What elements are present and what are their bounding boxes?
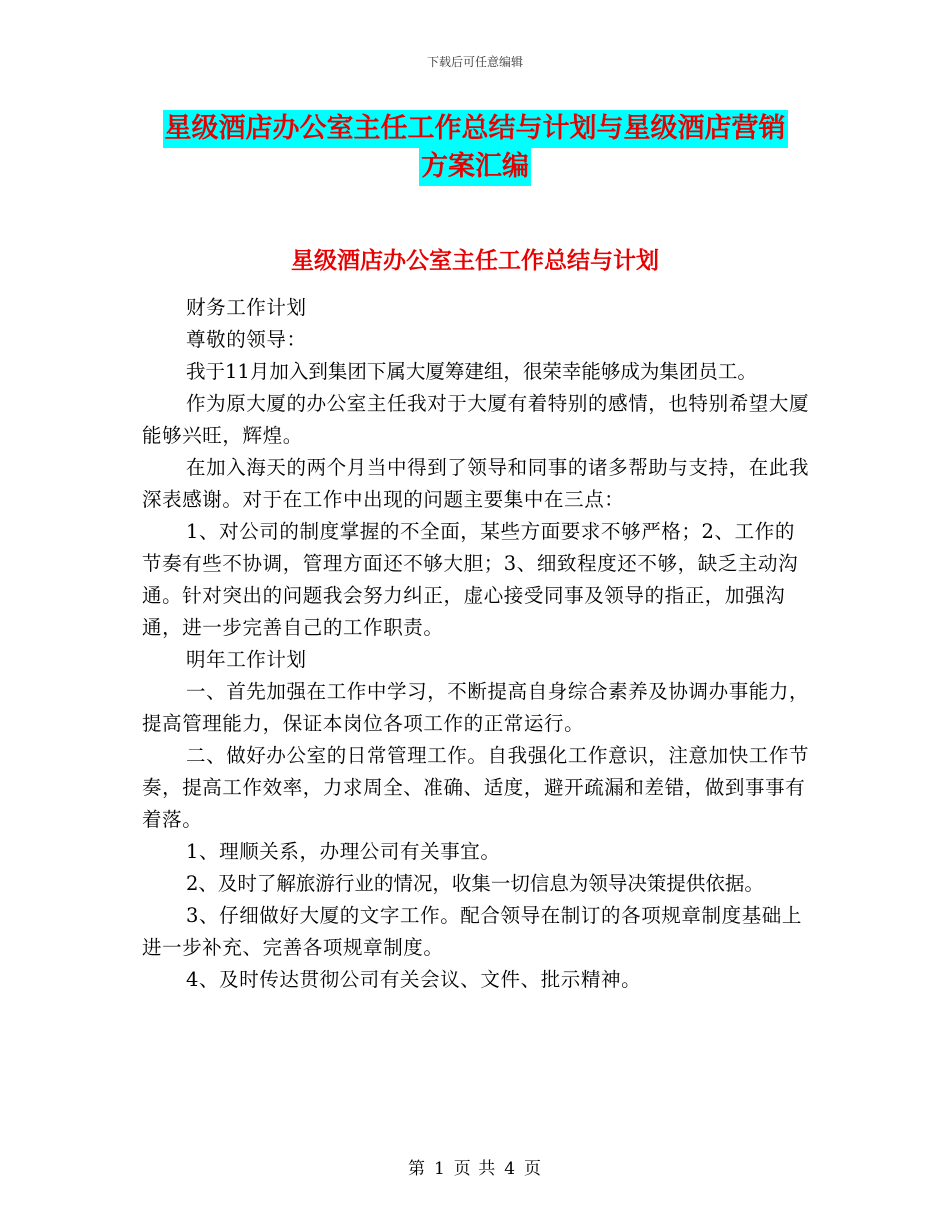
footer-prefix: 第	[407, 1159, 426, 1179]
paragraph: 1、理顺关系，办理公司有关事宜。	[186, 840, 501, 863]
paragraph: 2、及时了解旅游行业的情况，收集一切信息为领导决策提供依据。	[186, 872, 764, 895]
footer-middle: 页 共	[453, 1159, 497, 1179]
header-note: 下载后可任意编辑	[426, 55, 523, 69]
footer-suffix: 页	[524, 1159, 543, 1179]
document-body	[142, 292, 810, 996]
section-title: 星级酒店办公室主任工作总结与计划	[291, 248, 659, 274]
paragraph: 一、首先加强在工作中学习，不断提高自身综合素养及协调办事能力，提高管理能力，保证本岗位各项工作的正常运行。	[142, 680, 810, 735]
title-line-1: 星级酒店办公室主任工作总结与计划与星级酒店营销	[163, 110, 788, 148]
document-title	[0, 110, 950, 186]
paragraph: 二、做好办公室的日常管理工作。自我强化工作意识，注意加快工作节奏，提高工作效率，力求周全、准确、适度，避开疏漏和差错，做到事事有着落。	[142, 744, 810, 831]
paragraph: 作为原大厦的办公室主任我对于大厦有着特别的感情，也特别希望大厦能够兴旺，辉煌。	[142, 392, 810, 447]
paragraph: 1、对公司的制度掌握的不全面，某些方面要求不够严格；2、工作的节奏有些不协调，管理方面还不够大胆；3、细致程度还不够，缺乏主动沟通。针对突出的问题我会努力纠正，虚心接受同事及领导的指正，加强沟通，进一步完善自己的工作职责。	[142, 520, 799, 639]
footer-total-pages: 4	[504, 1159, 517, 1179]
title-line-2: 方案汇编	[419, 148, 531, 186]
paragraph: 明年工作计划	[186, 648, 307, 671]
footer-page-number: 1	[433, 1159, 446, 1179]
paragraph: 尊敬的领导：	[186, 328, 307, 351]
paragraph: 3、仔细做好大厦的文字工作。配合领导在制订的各项规章制度基础上进一步补充、完善各项规章制度。	[142, 904, 803, 959]
paragraph: 4、及时传达贯彻公司有关会议、文件、批示精神。	[186, 968, 642, 991]
paragraph: 我于11月加入到集团下属大厦筹建组，很荣幸能够成为集团员工。	[186, 360, 757, 383]
paragraph: 在加入海天的两个月当中得到了领导和同事的诸多帮助与支持，在此我深表感谢。对于在工作中出现的问题主要集中在三点：	[142, 456, 810, 511]
paragraph: 财务工作计划	[186, 296, 307, 319]
page-footer	[0, 1154, 950, 1179]
